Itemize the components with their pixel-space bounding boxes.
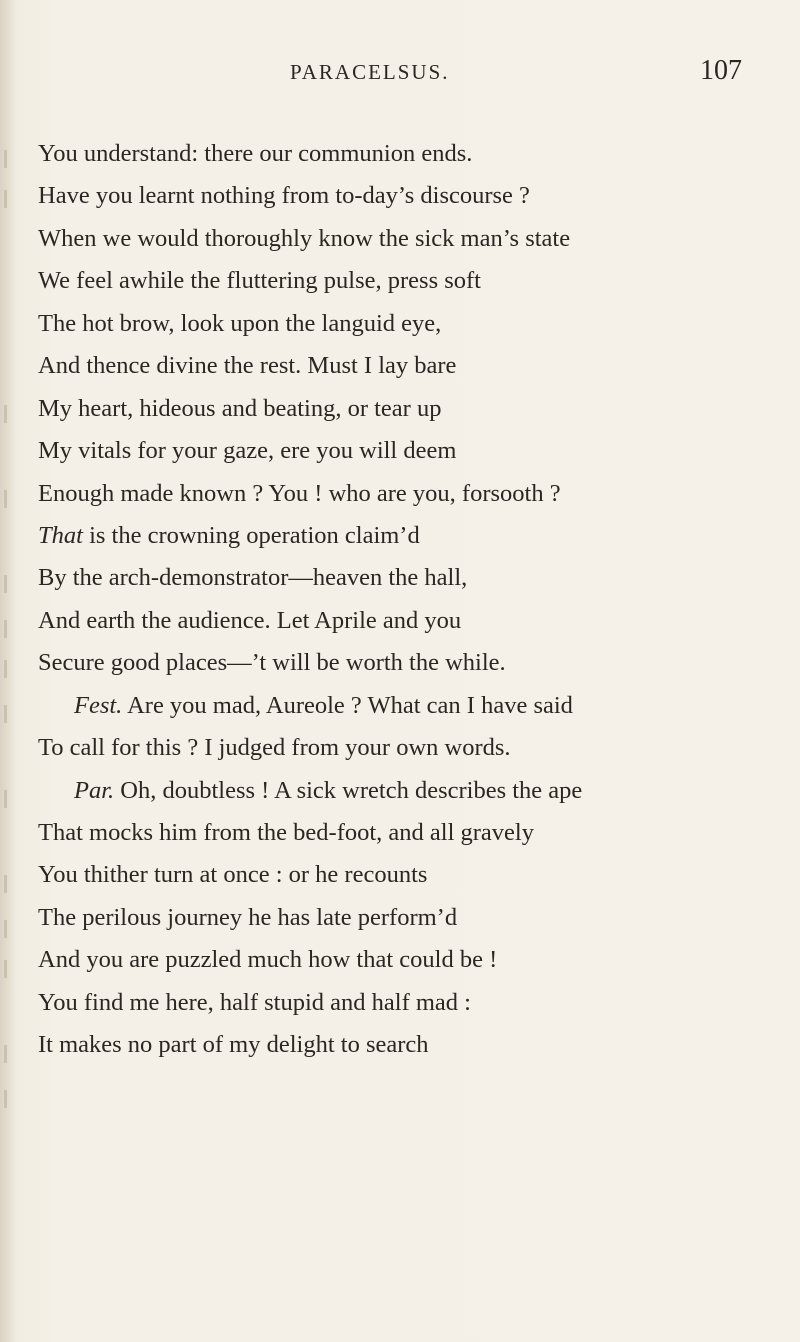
verse-block xyxy=(38,133,788,1067)
verse-line xyxy=(38,854,788,896)
gutter-mark xyxy=(4,620,7,638)
emphasized-word: That xyxy=(38,521,83,549)
verse-text: Secure good places—’t will be worth the while. xyxy=(38,649,506,677)
verse-line xyxy=(38,642,788,684)
verse-text: You understand: there our communion ends. xyxy=(38,140,473,167)
verse-text: And thence divine the rest. Must I lay bare xyxy=(38,352,457,380)
page-number: 107 xyxy=(700,55,742,86)
verse-line xyxy=(38,812,788,854)
verse-text: Oh, doubtless ! A sick wretch describes the ape xyxy=(114,776,583,804)
verse-text: You find me here, half stupid and half mad : xyxy=(38,988,471,1016)
gutter-mark xyxy=(4,790,7,808)
speaker-name: Par. xyxy=(74,776,115,804)
verse-line xyxy=(38,303,788,345)
gutter-mark xyxy=(4,920,7,938)
verse-line xyxy=(38,175,788,217)
page-gutter xyxy=(0,0,16,1342)
verse-text: When we would thoroughly know the sick man’s state xyxy=(38,224,571,252)
gutter-mark xyxy=(4,405,7,423)
verse-line xyxy=(38,260,788,302)
running-head-title: PARACELSUS. xyxy=(290,60,450,84)
verse-text: My heart, hideous and beating, or tear up xyxy=(38,394,442,422)
verse-text: It makes no part of my delight to search xyxy=(38,1031,429,1059)
gutter-mark xyxy=(4,575,7,593)
gutter-mark xyxy=(4,705,7,723)
verse-text: By the arch-demonstrator—heaven the hall, xyxy=(38,564,468,592)
verse-text: Enough made known ? You ! who are you, forsooth ? xyxy=(38,479,561,507)
verse-text: We feel awhile the fluttering pulse, press soft xyxy=(38,267,481,295)
running-head xyxy=(0,55,800,96)
verse-text: And earth the audience. Let Aprile and you xyxy=(38,606,462,634)
verse-text: My vitals for your gaze, ere you will deem xyxy=(38,437,457,465)
verse-text: Are you mad, Aureole ? What can I have said xyxy=(122,691,573,719)
verse-line xyxy=(38,1024,788,1066)
verse-text: The hot brow, look upon the languid eye, xyxy=(38,309,442,337)
verse-line xyxy=(38,727,788,769)
verse-line xyxy=(38,218,788,260)
gutter-mark xyxy=(4,1090,7,1108)
verse-text: And you are puzzled much how that could be ! xyxy=(38,946,498,974)
verse-line xyxy=(38,557,788,599)
gutter-mark xyxy=(4,960,7,978)
verse-line xyxy=(38,473,788,515)
verse-line xyxy=(38,515,788,557)
gutter-mark xyxy=(4,660,7,678)
verse-text: You thither turn at once : or he recounts xyxy=(38,861,428,889)
verse-line xyxy=(38,685,788,727)
gutter-mark xyxy=(4,150,7,168)
verse-text: That mocks him from the bed-foot, and all gravely xyxy=(38,819,534,846)
verse-line xyxy=(38,345,788,387)
gutter-mark xyxy=(4,875,7,893)
verse-line xyxy=(38,133,788,175)
verse-text: The perilous journey he has late perform’d xyxy=(38,903,458,931)
verse-line xyxy=(38,600,788,642)
gutter-mark xyxy=(4,490,7,508)
verse-line xyxy=(38,770,788,812)
verse-line xyxy=(38,897,788,939)
verse-line xyxy=(38,982,788,1024)
verse-text: To call for this ? I judged from your own words. xyxy=(38,734,511,762)
gutter-mark xyxy=(4,1045,7,1063)
verse-text: Have you learnt nothing from to-day’s discourse ? xyxy=(38,182,530,210)
verse-text: is the crowning operation claim’d xyxy=(82,521,420,549)
gutter-mark xyxy=(4,190,7,208)
verse-line xyxy=(38,388,788,430)
speaker-name: Fest. xyxy=(74,691,123,719)
verse-line xyxy=(38,430,788,472)
verse-line xyxy=(38,939,788,981)
